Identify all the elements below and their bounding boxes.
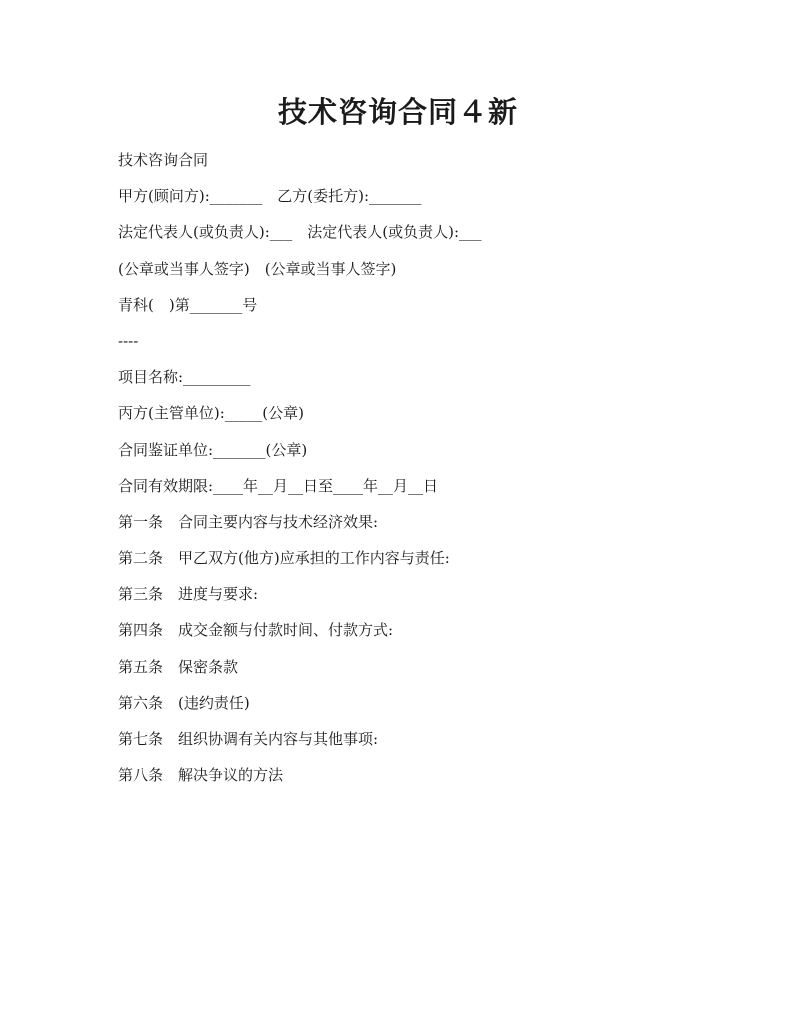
- document-title: 技术咨询合同４新: [277, 95, 518, 129]
- article-4: 第四条 成交金额与付款时间、付款方式:: [118, 621, 394, 640]
- article-7: 第七条 组织协调有关内容与其他事项:: [118, 730, 379, 748]
- contract-number-line: 青科( )第_______号: [118, 295, 258, 314]
- article-5: 第五条 保密条款: [118, 657, 239, 676]
- representative-line: 法定代表人(或负责人):___ 法定代表人(或负责人):___: [118, 223, 482, 242]
- article-3: 第三条 进度与要求:: [118, 585, 259, 604]
- project-name-line: 项目名称:_________: [118, 368, 251, 387]
- validity-period-line: 合同有效期限:____年__月__日至____年__月__日: [118, 476, 439, 495]
- article-6: 第六条 (违约责任): [118, 693, 250, 712]
- party-line: 甲方(顾问方):_______ 乙方(委托方):_______: [118, 187, 422, 206]
- contract-body: [118, 148, 738, 799]
- separator-line: ----: [118, 331, 139, 350]
- contract-subtitle: 技术咨询合同: [118, 151, 209, 169]
- article-2: 第二条 甲乙双方(他方)应承担的工作内容与责任:: [118, 549, 450, 568]
- notary-line: 合同鉴证单位:_______(公章): [118, 440, 308, 459]
- article-8: 第八条 解决争议的方法: [118, 766, 284, 785]
- third-party-line: 丙方(主管单位):_____(公章): [118, 404, 304, 423]
- article-1: 第一条 合同主要内容与技术经济效果:: [118, 512, 379, 531]
- signature-line: (公章或当事人签字) (公章或当事人签字): [118, 259, 397, 278]
